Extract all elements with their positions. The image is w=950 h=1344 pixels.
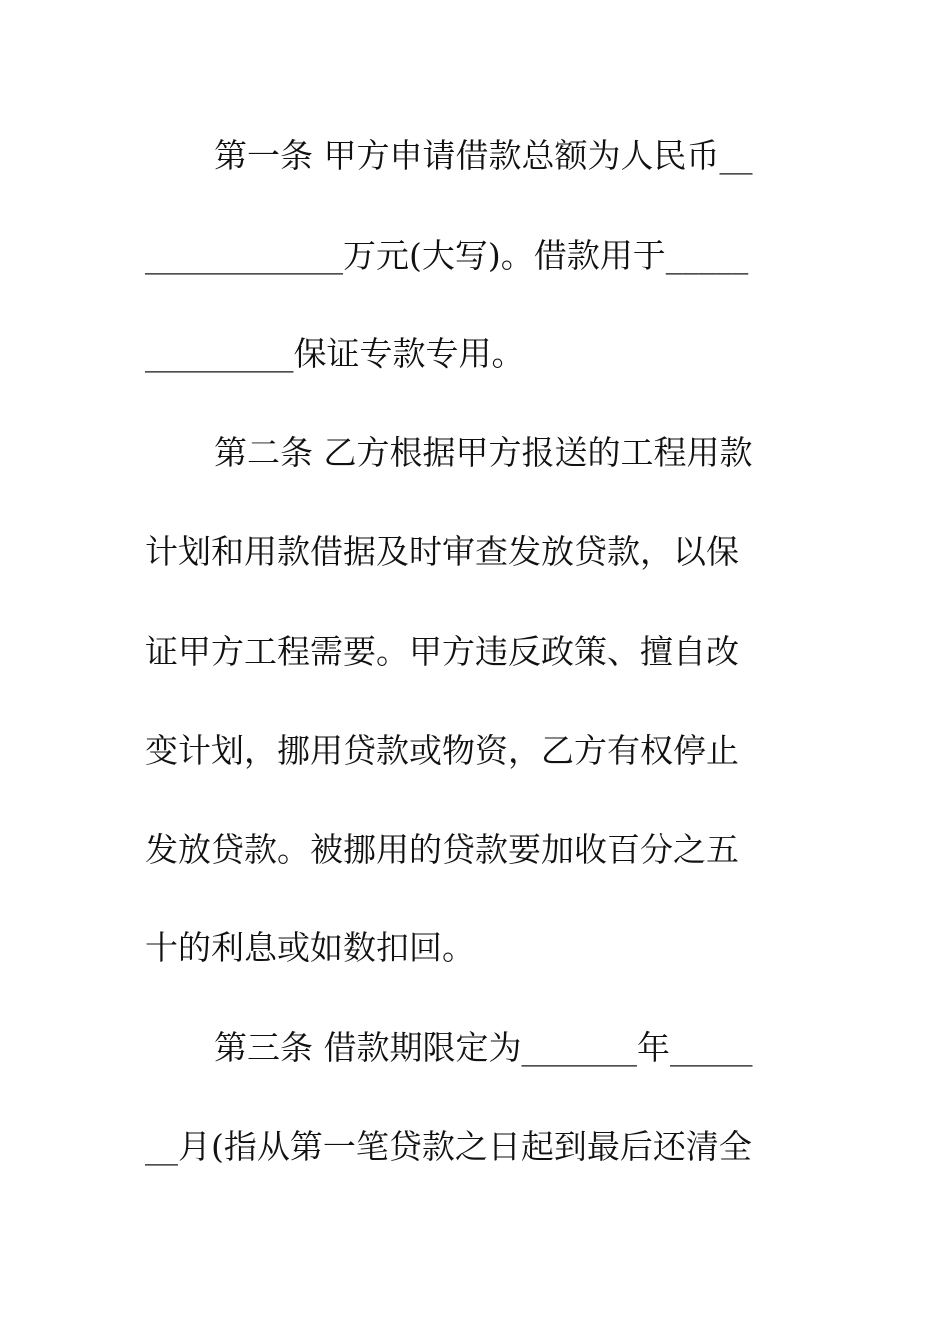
article-1-line-1: 第一条 甲方申请借款总额为人民币__	[214, 136, 753, 175]
article-1-line-2: ____________万元(大写)。借款用于_____	[145, 236, 749, 275]
article-2-line-2: 计划和用款借据及时审查发放贷款，以保	[145, 532, 739, 571]
article-3-line-2: __月(指从第一笔贷款之日起到最后还清全	[145, 1127, 752, 1166]
article-1-line-3: _________保证专款专用。	[145, 334, 525, 373]
article-2-line-6: 十的利息或如数扣回。	[145, 928, 475, 967]
article-2-line-3: 证甲方工程需要。甲方违反政策、擅自改	[145, 632, 739, 671]
article-2-line-1: 第二条 乙方根据甲方报送的工程用款	[214, 433, 753, 472]
article-3-line-1: 第三条 借款期限定为_______年_____	[214, 1028, 753, 1067]
article-2-line-4: 变计划，挪用贷款或物资，乙方有权停止	[145, 731, 739, 770]
article-2-line-5: 发放贷款。被挪用的贷款要加收百分之五	[145, 830, 739, 869]
